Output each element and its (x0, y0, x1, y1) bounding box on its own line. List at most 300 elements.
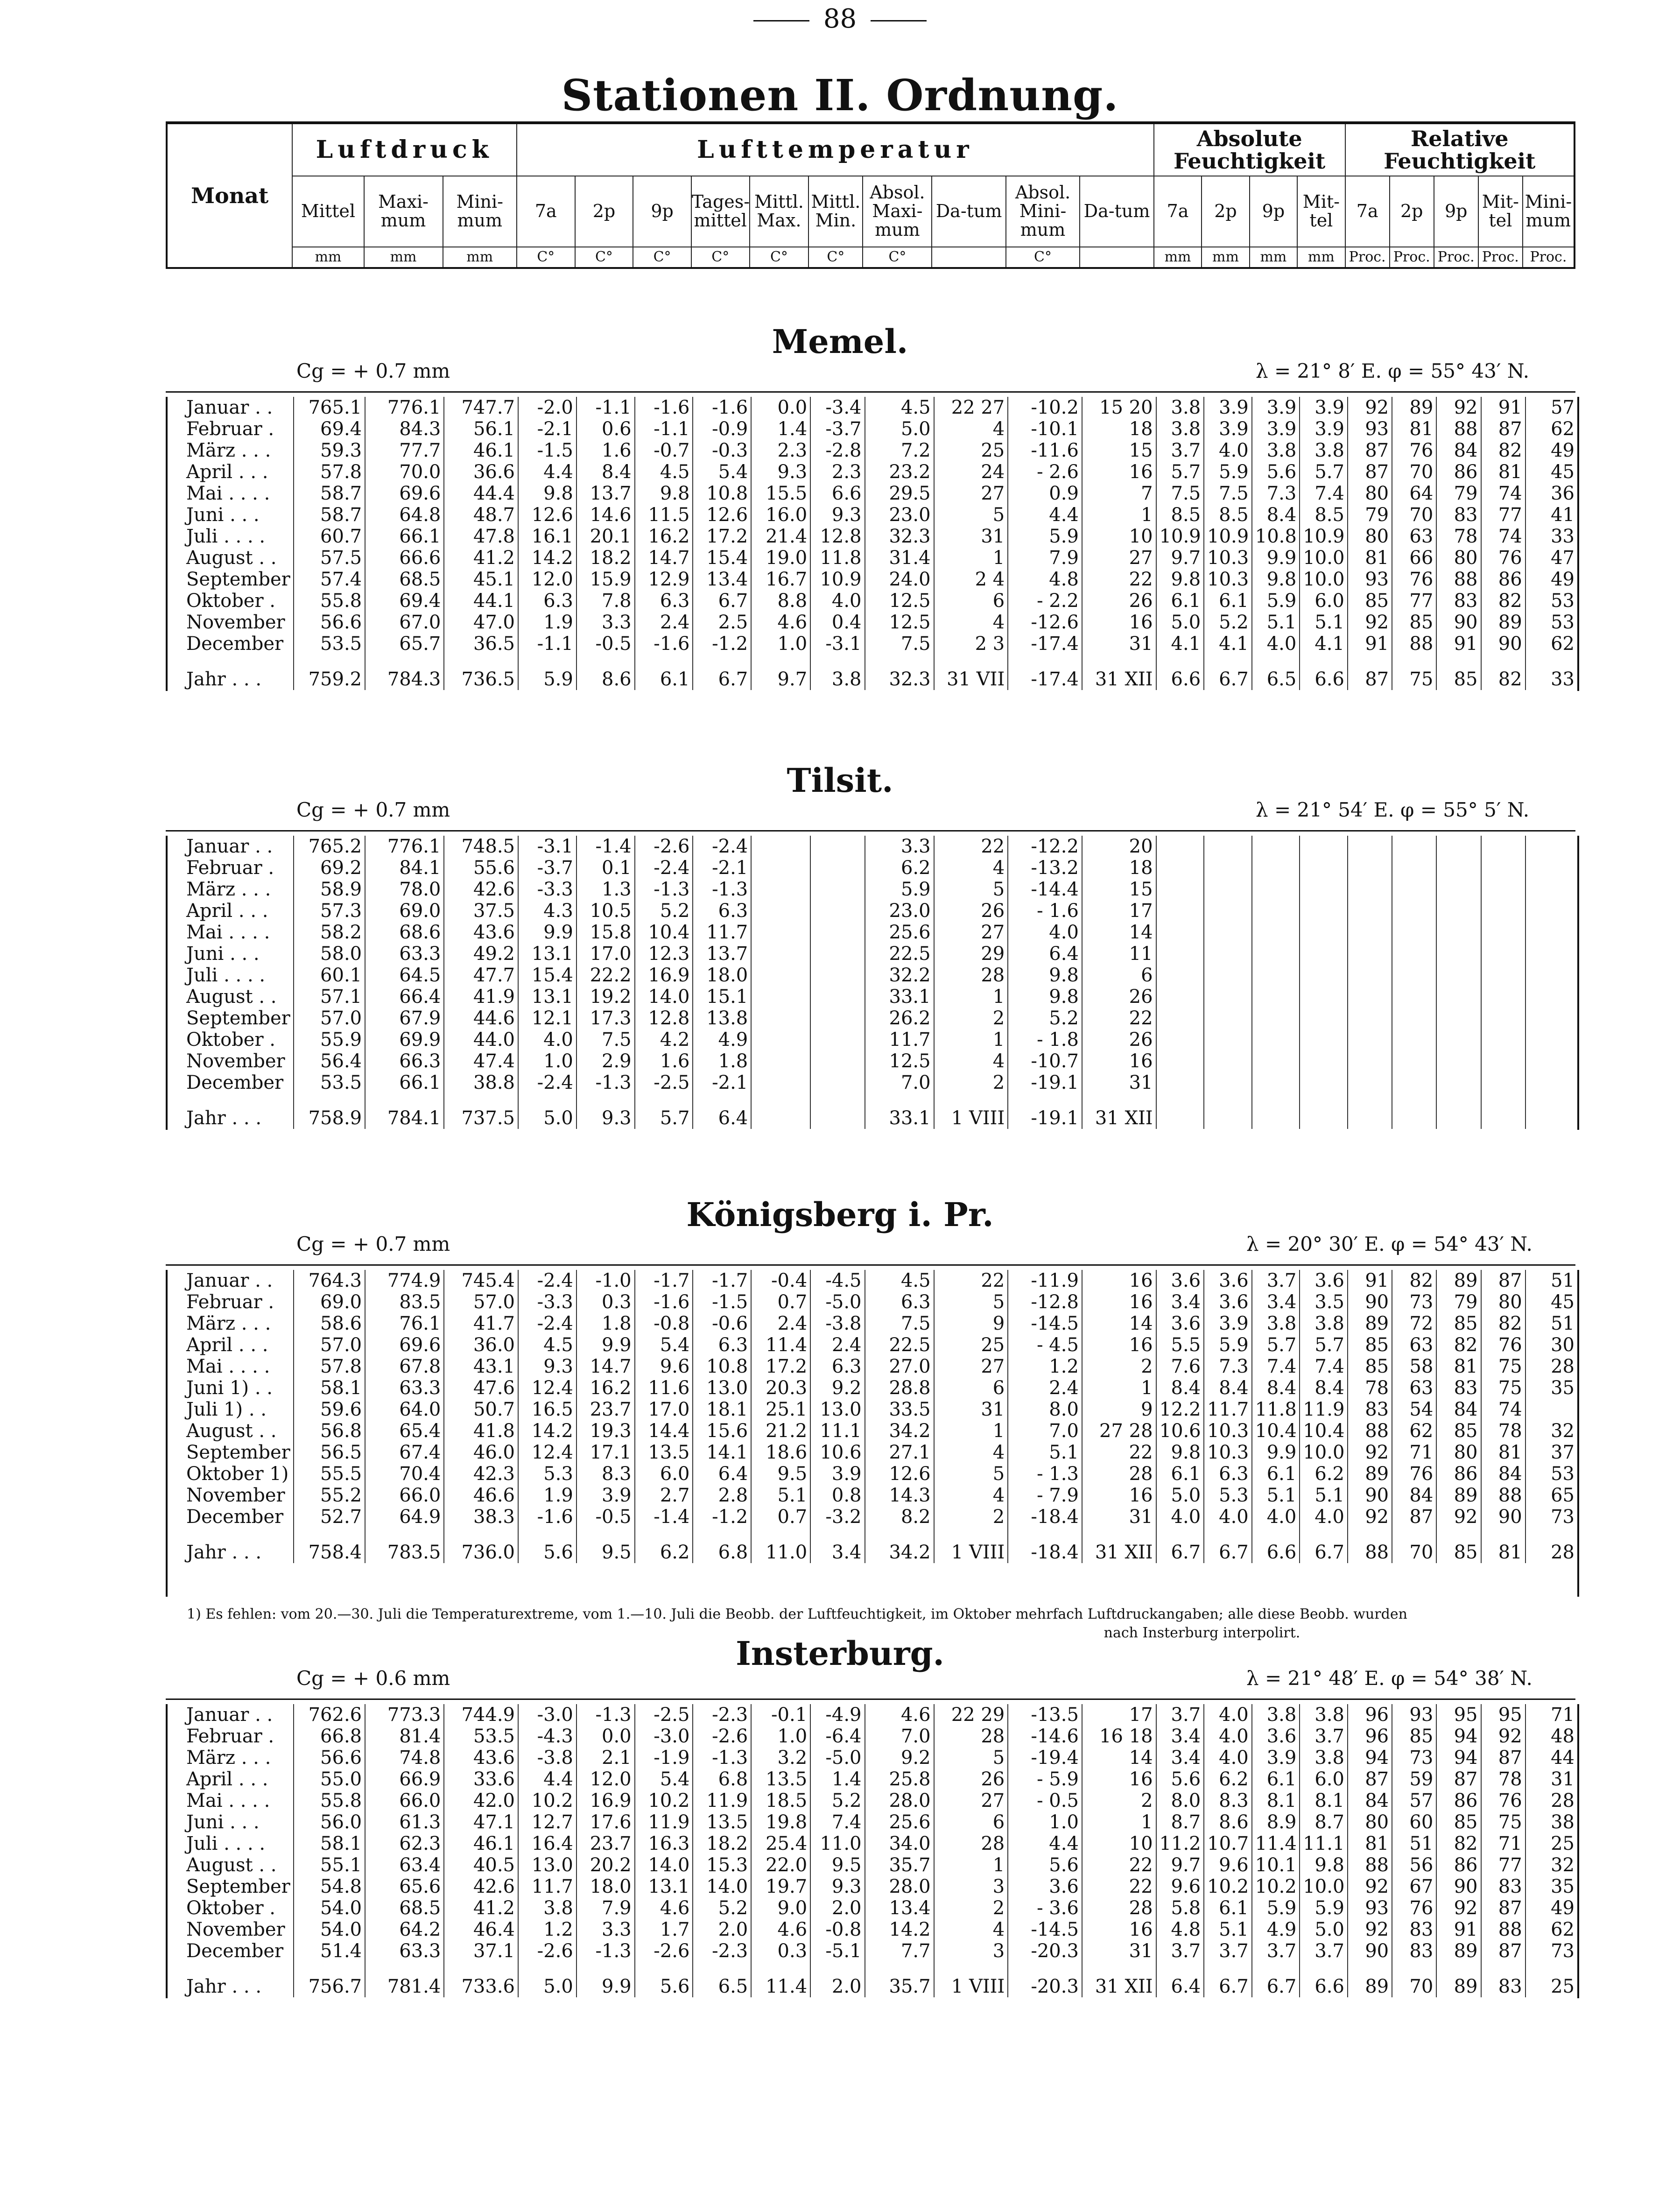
data-cell: 34.2 (865, 1528, 934, 1563)
data-cell: 26 (1082, 986, 1156, 1008)
data-cell: 14.7 (576, 1356, 635, 1377)
data-cell: 53 (1525, 612, 1577, 633)
station-coordinates: λ = 21° 48′ E. φ = 54° 38′ N. (1246, 1667, 1532, 1690)
data-cell: 62 (1525, 418, 1577, 440)
data-cell: 70.0 (365, 461, 444, 483)
station-table (168, 397, 1577, 690)
data-cell: -1.2 (693, 633, 751, 655)
data-cell: 87 (1392, 1506, 1436, 1528)
month-row (168, 1769, 1577, 1790)
data-cell: 16 (1082, 1270, 1156, 1291)
data-cell: 28 (1082, 1897, 1156, 1919)
data-cell (1525, 1008, 1577, 1029)
data-cell: 736.0 (444, 1528, 518, 1563)
data-cell: 80 (1348, 1811, 1392, 1833)
data-cell: 9.3 (518, 1356, 576, 1377)
data-cell (1348, 857, 1392, 879)
data-cell: 16.1 (518, 526, 576, 547)
data-cell: 14.1 (693, 1442, 751, 1463)
row-label: Oktober . (186, 590, 276, 612)
data-cell: 26 (1082, 1029, 1156, 1050)
data-cell: 83 (1436, 590, 1481, 612)
header-column: Absol. Mini-mum (1006, 176, 1080, 247)
data-cell: 77 (1481, 1854, 1525, 1876)
data-cell: 1.0 (751, 633, 810, 655)
data-cell: 31 VII (934, 655, 1008, 690)
data-cell: 49 (1525, 569, 1577, 590)
data-cell: 57.5 (294, 547, 365, 569)
data-cell: -1.6 (693, 397, 751, 418)
data-cell: 6.1 (1252, 1769, 1300, 1790)
data-cell: 5.7 (635, 1093, 693, 1129)
month-row (168, 965, 1577, 986)
data-cell: 9.7 (751, 655, 810, 690)
data-cell: 6.3 (810, 1356, 865, 1377)
data-cell: 89 (1392, 397, 1436, 418)
data-cell: 94 (1348, 1747, 1392, 1769)
month-row (168, 418, 1577, 440)
data-cell (1204, 857, 1252, 879)
row-label: April . . . (186, 461, 268, 483)
row-label: Juli . . . . (186, 1833, 266, 1854)
data-cell: 12.0 (518, 569, 576, 590)
data-cell: -6.4 (810, 1726, 865, 1747)
data-cell: -10.2 (1008, 397, 1082, 418)
data-cell: 1.6 (635, 1050, 693, 1072)
data-cell: 9.5 (751, 1463, 810, 1485)
row-label: August . . (186, 1854, 277, 1876)
month-row (168, 1442, 1577, 1463)
data-cell: 14.4 (635, 1420, 693, 1442)
data-cell: -2.6 (518, 1940, 576, 1962)
data-cell: 28 (934, 965, 1008, 986)
data-cell: 90 (1436, 1876, 1481, 1897)
data-cell (1481, 879, 1525, 900)
data-cell: 46.1 (444, 440, 518, 461)
data-cell: 15.8 (576, 922, 635, 943)
data-cell: 3 (934, 1940, 1008, 1962)
data-cell: 31 (1082, 633, 1156, 655)
header-column: 9p (633, 176, 691, 247)
data-cell: 89 (1348, 1962, 1392, 1997)
data-cell: 7.5 (576, 1029, 635, 1050)
data-cell (1436, 836, 1481, 857)
row-label: Januar . . (186, 1270, 273, 1291)
data-cell: 11.7 (1204, 1399, 1252, 1420)
header-unit: Proc. (1434, 247, 1478, 268)
data-cell (751, 943, 810, 965)
data-cell: 81 (1348, 1833, 1392, 1854)
data-cell: 93 (1392, 1704, 1436, 1726)
row-label: Juni . . . (186, 1811, 260, 1833)
data-cell: 5.7 (1300, 461, 1348, 483)
data-cell (1156, 836, 1204, 857)
data-cell: 7.7 (865, 1940, 934, 1962)
data-cell: 22 (1082, 1442, 1156, 1463)
station-data-block (166, 397, 1579, 691)
header-unit: mm (364, 247, 443, 268)
data-cell: 13.5 (751, 1769, 810, 1790)
data-cell: 63 (1392, 526, 1436, 547)
data-cell: -14.5 (1008, 1919, 1082, 1940)
data-cell: 16.2 (635, 526, 693, 547)
data-cell (1525, 965, 1577, 986)
row-label: Juni . . . (186, 943, 260, 965)
data-cell: 79 (1348, 504, 1392, 526)
data-cell: 13.5 (635, 1442, 693, 1463)
data-cell: -2.5 (635, 1072, 693, 1093)
data-cell: 11.1 (1300, 1833, 1348, 1854)
data-cell: -2.5 (635, 1704, 693, 1726)
data-cell: -0.8 (635, 1313, 693, 1334)
data-cell (810, 1029, 865, 1050)
data-cell: - 1.6 (1008, 900, 1082, 922)
data-cell: 45 (1525, 1291, 1577, 1313)
data-cell: 12.4 (518, 1377, 576, 1399)
data-cell: 6.7 (1252, 1962, 1300, 1997)
header-column: Da-tum (1080, 176, 1154, 247)
data-cell: 2 (1082, 1356, 1156, 1377)
data-cell: 6.8 (693, 1528, 751, 1563)
data-cell: 4.0 (1204, 1726, 1252, 1747)
data-cell: 93 (1348, 1897, 1392, 1919)
data-cell: 12.7 (518, 1811, 576, 1833)
data-cell: 5.1 (1300, 612, 1348, 633)
data-cell: 5.9 (1204, 461, 1252, 483)
row-label: Februar . (186, 418, 274, 440)
data-cell: 24.0 (865, 569, 934, 590)
data-cell: 28.0 (865, 1876, 934, 1897)
data-cell: 78 (1436, 526, 1481, 547)
data-cell (1300, 900, 1348, 922)
data-cell: 90 (1436, 612, 1481, 633)
data-cell: -2.4 (518, 1072, 576, 1093)
data-cell: 85 (1348, 590, 1392, 612)
data-cell: 11.9 (693, 1790, 751, 1811)
data-cell: 744.9 (444, 1704, 518, 1726)
data-cell: 83 (1481, 1876, 1525, 1897)
data-cell: 9.3 (751, 461, 810, 483)
data-cell: 5.0 (865, 418, 934, 440)
data-cell: 2 (934, 1008, 1008, 1029)
data-cell: -3.3 (518, 879, 576, 900)
data-cell: 16 (1082, 612, 1156, 633)
data-cell: 42.6 (444, 879, 518, 900)
data-cell: 82 (1481, 655, 1525, 690)
data-cell: 10.0 (1300, 547, 1348, 569)
data-cell: -2.8 (810, 440, 865, 461)
section-divider (166, 1264, 1575, 1266)
data-cell: 88 (1348, 1420, 1392, 1442)
data-cell: 4.0 (1300, 1506, 1348, 1528)
data-cell (1436, 879, 1481, 900)
data-cell: 3.4 (1156, 1747, 1204, 1769)
data-cell: -4.9 (810, 1704, 865, 1726)
data-cell: 0.3 (576, 1291, 635, 1313)
data-cell: 16 (1082, 1769, 1156, 1790)
data-cell: -3.3 (518, 1291, 576, 1313)
data-cell: -1.4 (635, 1506, 693, 1528)
data-cell: 5.0 (518, 1962, 576, 1997)
data-cell: 62 (1525, 633, 1577, 655)
data-cell: 1.4 (810, 1769, 865, 1790)
data-cell: 6.2 (1204, 1769, 1252, 1790)
data-cell: 15.1 (693, 986, 751, 1008)
data-cell: 4 (934, 1485, 1008, 1506)
data-cell: 16.4 (518, 1833, 576, 1854)
data-cell: 58 (1392, 1356, 1436, 1377)
data-cell: -1.3 (576, 1072, 635, 1093)
data-cell (1348, 900, 1392, 922)
data-cell: 21.4 (751, 526, 810, 547)
data-cell: 765.2 (294, 836, 365, 857)
data-cell: -1.5 (518, 440, 576, 461)
data-cell: 76 (1481, 1790, 1525, 1811)
data-cell: 64 (1392, 483, 1436, 504)
data-cell: 83 (1481, 1962, 1525, 1997)
row-label: Jahr . . . (186, 1976, 262, 1997)
data-cell: -1.3 (635, 879, 693, 900)
data-cell: 13.8 (693, 1008, 751, 1029)
data-cell: 15.9 (576, 569, 635, 590)
section-divider (166, 391, 1575, 393)
row-label: Mai . . . . (186, 1356, 270, 1377)
data-cell: 5.2 (1008, 1008, 1082, 1029)
data-cell: 19.0 (751, 547, 810, 569)
month-row (168, 836, 1577, 857)
data-cell: -19.1 (1008, 1072, 1082, 1093)
data-cell (1204, 986, 1252, 1008)
data-cell: 95 (1436, 1704, 1481, 1726)
data-cell: 35.7 (865, 1854, 934, 1876)
data-cell: 16.7 (751, 569, 810, 590)
header-column: Da-tum (932, 176, 1005, 247)
data-cell: 80 (1348, 526, 1392, 547)
data-cell: 13.7 (576, 483, 635, 504)
data-cell: 58.0 (294, 943, 365, 965)
data-cell: 3.2 (751, 1747, 810, 1769)
month-row (168, 526, 1577, 547)
data-cell: 65 (1525, 1485, 1577, 1506)
data-cell (751, 1093, 810, 1129)
section-divider (166, 830, 1575, 832)
data-cell (1481, 922, 1525, 943)
data-cell: 11.2 (1156, 1833, 1204, 1854)
data-cell: 67.8 (365, 1356, 444, 1377)
data-cell: 58.1 (294, 1377, 365, 1399)
data-cell (1525, 836, 1577, 857)
data-cell: 774.9 (365, 1270, 444, 1291)
data-cell: 776.1 (365, 397, 444, 418)
data-cell: 24 (934, 461, 1008, 483)
data-cell: 16 (1082, 1334, 1156, 1356)
data-cell: 13.0 (518, 1854, 576, 1876)
data-cell: 6.2 (865, 857, 934, 879)
data-cell: 17.0 (576, 943, 635, 965)
data-cell: -17.4 (1008, 633, 1082, 655)
header-column: 9p (1434, 176, 1478, 247)
data-cell: 773.3 (365, 1704, 444, 1726)
data-cell: 32.3 (865, 526, 934, 547)
row-label: Februar . (186, 1726, 274, 1747)
data-cell: 45 (1525, 461, 1577, 483)
data-cell: 27 28 (1082, 1420, 1156, 1442)
data-cell: -19.1 (1008, 1093, 1082, 1129)
month-row (168, 1399, 1577, 1420)
data-cell: 5.7 (1300, 1334, 1348, 1356)
data-cell: 7.0 (1008, 1420, 1082, 1442)
data-cell: 5.3 (1204, 1485, 1252, 1506)
row-label: April . . . (186, 900, 268, 922)
data-cell: 73 (1392, 1291, 1436, 1313)
data-cell (1481, 836, 1525, 857)
data-cell: 63.3 (365, 943, 444, 965)
data-cell: 4 (934, 1919, 1008, 1940)
data-cell: 66.1 (365, 1072, 444, 1093)
data-cell: 62 (1392, 1420, 1436, 1442)
data-cell (1252, 943, 1300, 965)
data-cell: 8.7 (1156, 1811, 1204, 1833)
data-cell: 12.0 (576, 1769, 635, 1790)
data-cell: 10.8 (1252, 526, 1300, 547)
data-cell: 14.2 (865, 1919, 934, 1940)
data-cell: 74 (1481, 483, 1525, 504)
data-cell: 72 (1392, 1313, 1436, 1334)
data-cell: 68.6 (365, 922, 444, 943)
year-row (168, 655, 1577, 690)
data-cell: -1.9 (635, 1747, 693, 1769)
data-cell: 18.2 (693, 1833, 751, 1854)
data-cell: 17 (1082, 1704, 1156, 1726)
data-cell (1481, 986, 1525, 1008)
data-cell: 10.9 (1156, 526, 1204, 547)
year-row (168, 1962, 1577, 1997)
data-cell: 6.1 (1204, 1897, 1252, 1919)
data-cell: 14.2 (518, 1420, 576, 1442)
data-cell: 5.2 (635, 900, 693, 922)
data-cell: 9.9 (1252, 1442, 1300, 1463)
data-cell: 7.5 (865, 633, 934, 655)
data-cell: -1.7 (693, 1270, 751, 1291)
data-cell: 44.1 (444, 590, 518, 612)
data-cell: 22 (934, 836, 1008, 857)
data-cell: 3.8 (1252, 1313, 1300, 1334)
data-cell: 83 (1436, 1377, 1481, 1399)
data-cell: 8.3 (576, 1463, 635, 1485)
data-cell: 15.4 (693, 547, 751, 569)
data-cell (1204, 1072, 1252, 1093)
data-cell: 9.8 (518, 483, 576, 504)
data-cell: 85 (1436, 1420, 1481, 1442)
data-cell: 48.7 (444, 504, 518, 526)
data-cell (1392, 857, 1436, 879)
data-cell: 53 (1525, 590, 1577, 612)
data-cell: 28.8 (865, 1377, 934, 1399)
data-cell: 85 (1392, 1726, 1436, 1747)
data-cell: 67.0 (365, 612, 444, 633)
data-cell: 6.6 (1300, 655, 1348, 690)
data-cell: 759.2 (294, 655, 365, 690)
data-cell: 1.4 (751, 418, 810, 440)
data-cell: 4.6 (865, 1704, 934, 1726)
data-cell: 37 (1525, 1442, 1577, 1463)
data-cell: 3.6 (1156, 1270, 1204, 1291)
data-cell: 36.6 (444, 461, 518, 483)
data-cell: 12.5 (865, 590, 934, 612)
data-cell (1300, 922, 1348, 943)
data-cell: 3.3 (576, 612, 635, 633)
data-cell: 81 (1436, 1356, 1481, 1377)
data-cell: 88 (1436, 569, 1481, 590)
data-cell (1252, 1008, 1300, 1029)
data-cell: 1.0 (751, 1726, 810, 1747)
data-cell: 3.9 (1252, 397, 1300, 418)
row-label: December (186, 633, 284, 655)
data-cell: 25 (1525, 1962, 1577, 1997)
data-cell: 9.8 (1156, 569, 1204, 590)
data-cell: 92 (1348, 397, 1392, 418)
data-cell: 25.8 (865, 1769, 934, 1790)
data-cell: 5.5 (1156, 1334, 1204, 1356)
data-cell (1300, 1008, 1348, 1029)
data-cell: - 4.5 (1008, 1334, 1082, 1356)
barometer-correction: Cg = + 0.7 mm (296, 359, 450, 382)
month-row (168, 569, 1577, 590)
data-cell: 16 (1082, 1291, 1156, 1313)
data-cell: 0.8 (810, 1485, 865, 1506)
data-cell: 0.3 (751, 1940, 810, 1962)
data-cell: 22 (934, 1270, 1008, 1291)
data-cell: 3.6 (1300, 1270, 1348, 1291)
data-cell: 68.5 (365, 1897, 444, 1919)
data-cell: 41.8 (444, 1420, 518, 1442)
data-cell: 7.4 (1300, 483, 1348, 504)
data-cell: 56.6 (294, 612, 365, 633)
data-cell: 10.9 (810, 569, 865, 590)
data-cell: 4.5 (865, 1270, 934, 1291)
data-cell: 87 (1348, 1769, 1392, 1790)
month-row (168, 922, 1577, 943)
data-cell: 6.7 (1204, 1962, 1252, 1997)
data-cell: 31 (1082, 1072, 1156, 1093)
data-cell: 18 (1082, 418, 1156, 440)
data-cell: 6.7 (1204, 1528, 1252, 1563)
data-cell: 27 (1082, 547, 1156, 569)
data-cell: 4.5 (865, 397, 934, 418)
data-cell: 8.0 (1156, 1790, 1204, 1811)
data-cell (1481, 1008, 1525, 1029)
data-cell: 25.6 (865, 922, 934, 943)
data-cell: 80 (1436, 1442, 1481, 1463)
row-label: Juli . . . . (186, 526, 266, 547)
month-row (168, 1008, 1577, 1029)
data-cell: 2 3 (934, 633, 1008, 655)
data-cell (751, 1050, 810, 1072)
data-cell: 9.9 (576, 1962, 635, 1997)
data-cell: 13.1 (635, 1876, 693, 1897)
data-cell: 10 (1082, 526, 1156, 547)
data-cell: 49 (1525, 440, 1577, 461)
data-cell: 92 (1436, 397, 1481, 418)
data-cell: 756.7 (294, 1962, 365, 1997)
data-cell (751, 965, 810, 986)
data-cell: 3.9 (1300, 397, 1348, 418)
data-cell: 3.7 (1204, 1940, 1252, 1962)
data-cell: 2.8 (693, 1485, 751, 1506)
header-unit: mm (1250, 247, 1297, 268)
data-cell: 25.4 (751, 1833, 810, 1854)
data-cell: 67.4 (365, 1442, 444, 1463)
